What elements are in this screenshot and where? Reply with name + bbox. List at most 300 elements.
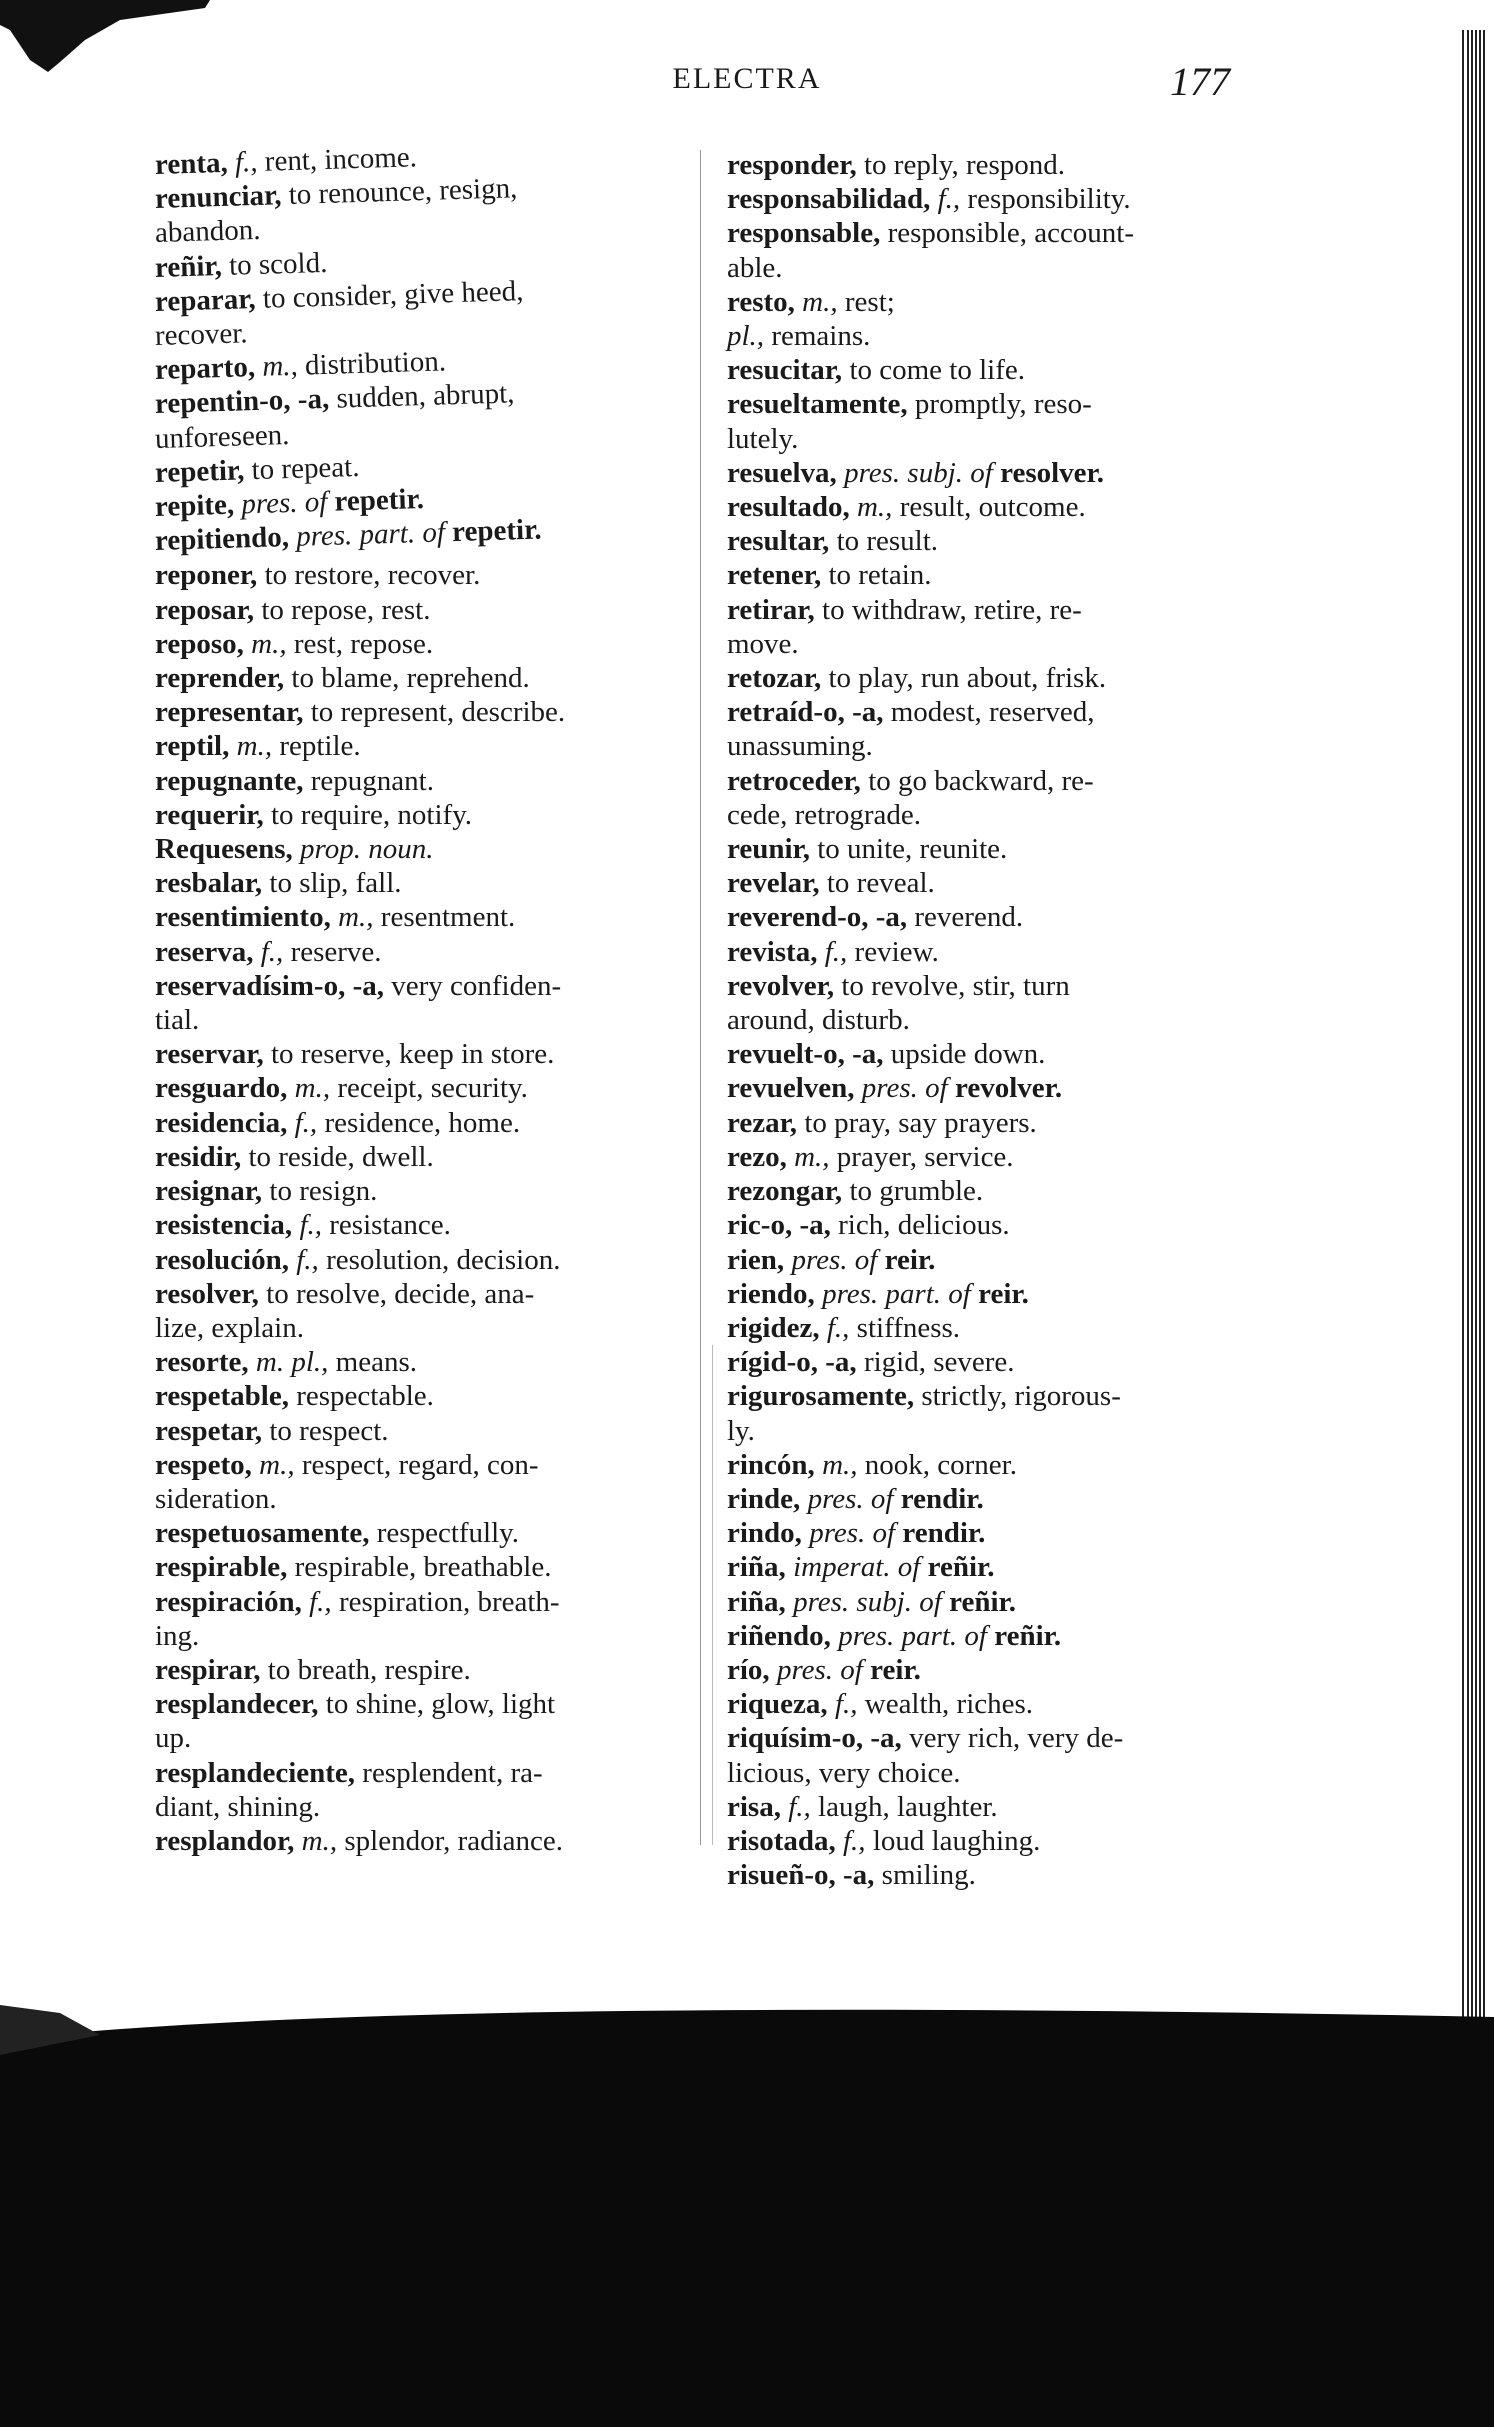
- glossary-entry: [155, 969, 675, 1003]
- glossary-entry: [155, 1756, 675, 1790]
- grammar-label: m.,: [856, 491, 893, 524]
- headword: reserva,: [155, 935, 254, 968]
- grammar-label: pres. of: [807, 1482, 894, 1515]
- glossary-entry: [155, 798, 675, 832]
- glossary-entry: [155, 1106, 675, 1140]
- glossary-entry: [155, 1721, 675, 1755]
- headword: repitiendo,: [154, 521, 290, 558]
- definition: loud laughing.: [872, 1824, 1041, 1857]
- definition: to reside, dwell.: [248, 1140, 434, 1173]
- headword: rincón,: [727, 1448, 815, 1481]
- glossary-entry: [727, 422, 1257, 456]
- headword: rezo,: [727, 1140, 787, 1173]
- definition: respirable, breathable.: [294, 1551, 552, 1584]
- headword: revista,: [727, 935, 818, 968]
- headword: rindo,: [727, 1517, 802, 1550]
- headword: rigidez,: [727, 1311, 820, 1344]
- headword: reponer,: [155, 559, 258, 592]
- cross-reference: reir.: [870, 1653, 921, 1686]
- glossary-entry: [727, 1311, 1257, 1345]
- glossary-entry: [155, 866, 675, 900]
- glossary-entry: [727, 969, 1257, 1003]
- definition: unforeseen.: [154, 418, 290, 455]
- definition: to resign.: [269, 1175, 378, 1208]
- headword: río,: [727, 1653, 770, 1686]
- headword: renta,: [154, 146, 229, 181]
- definition: remains.: [771, 320, 871, 353]
- headword: resistencia,: [155, 1209, 293, 1242]
- definition: to breath, respire.: [267, 1653, 471, 1686]
- grammar-label: m.,: [822, 1448, 858, 1481]
- running-head: ELECTRA: [672, 62, 822, 95]
- grammar-label: f.,: [260, 935, 284, 968]
- glossary-entry: [727, 1277, 1257, 1311]
- glossary-entry: [155, 1687, 675, 1721]
- glossary-entry: [155, 1345, 675, 1379]
- headword: resbalar,: [155, 867, 263, 900]
- glossary-entry: [727, 1243, 1257, 1277]
- headword: resuelva,: [727, 456, 837, 489]
- headword: reverend-o, -a,: [727, 901, 908, 934]
- grammar-label: f.,: [788, 1790, 811, 1823]
- headword: resucitar,: [727, 354, 843, 387]
- definition: sideration.: [155, 1482, 277, 1515]
- definition: sudden, abrupt,: [335, 377, 515, 416]
- grammar-label: f.,: [937, 183, 961, 216]
- glossary-entry: [727, 661, 1257, 695]
- headword: risotada,: [727, 1824, 836, 1857]
- grammar-label: pres. subj. of: [793, 1585, 942, 1618]
- headword: rezongar,: [727, 1175, 843, 1208]
- definition: to revolve, stir, turn: [841, 969, 1070, 1002]
- definition: to grumble.: [849, 1175, 984, 1208]
- headword: reunir,: [727, 833, 810, 866]
- definition: to respect.: [269, 1414, 389, 1447]
- glossary-entry: [727, 695, 1257, 729]
- headword: residencia,: [155, 1106, 288, 1139]
- definition: to result.: [836, 525, 939, 558]
- cross-reference: repetir.: [334, 483, 425, 518]
- glossary-entry: [155, 729, 675, 763]
- grammar-label: pres. of: [791, 1243, 878, 1276]
- glossary-entry: [727, 558, 1257, 592]
- glossary-entry: [727, 1208, 1257, 1242]
- definition: to restore, recover.: [264, 559, 481, 592]
- headword: repite,: [154, 488, 235, 524]
- headword: rinde,: [727, 1482, 801, 1515]
- grammar-label: m.,: [338, 901, 374, 934]
- headword: resplandeciente,: [155, 1756, 356, 1789]
- headword: resplandor,: [155, 1824, 295, 1857]
- definition: to repeat.: [251, 450, 360, 486]
- grammar-label: f.,: [294, 1106, 318, 1139]
- glossary-entry: [727, 1790, 1257, 1824]
- glossary-entry: [155, 900, 675, 934]
- headword: Requesens,: [155, 833, 293, 866]
- definition: around, disturb.: [727, 1004, 910, 1037]
- definition: tial.: [155, 1004, 200, 1037]
- headword: renunciar,: [154, 179, 282, 216]
- headword: reñir,: [154, 249, 223, 284]
- glossary-entry: [155, 1516, 675, 1550]
- definition: to shine, glow, light: [325, 1688, 556, 1721]
- definition: upside down.: [890, 1038, 1046, 1071]
- definition: to retain.: [828, 559, 932, 592]
- headword: retirar,: [727, 593, 815, 626]
- headword: resorte,: [155, 1346, 249, 1379]
- headword: riqueza,: [727, 1688, 828, 1721]
- glossary-entry: [727, 1824, 1257, 1858]
- glossary-entry: [727, 1037, 1257, 1071]
- definition: diant, shining.: [155, 1790, 321, 1823]
- definition: rent, income.: [264, 141, 418, 178]
- definition: to pray, say prayers.: [804, 1106, 1037, 1139]
- definition: to withdraw, retire, re-: [822, 593, 1082, 626]
- glossary-entry: [727, 1619, 1257, 1653]
- glossary-entry: [727, 798, 1257, 832]
- page-edge-lines: [1462, 30, 1488, 2030]
- glossary-entry: [155, 1824, 675, 1858]
- grammar-label: pres. part. of: [822, 1277, 971, 1310]
- headword: reservadísim-o, -a,: [155, 969, 384, 1002]
- glossary-entry: [155, 1311, 675, 1345]
- definition: smiling.: [881, 1859, 976, 1892]
- definition: rest, repose.: [293, 627, 434, 660]
- definition: to come to life.: [849, 354, 1025, 387]
- cross-reference: repetir.: [451, 513, 542, 549]
- definition: rest;: [844, 285, 895, 318]
- glossary-entry: [155, 1243, 675, 1277]
- headword: responsabilidad,: [727, 183, 931, 216]
- definition: ing.: [155, 1619, 200, 1652]
- grammar-label: m. pl.,: [255, 1346, 329, 1379]
- glossary-entry: [155, 1174, 675, 1208]
- glossary-entry: [155, 1277, 675, 1311]
- glossary-entry: [727, 490, 1257, 524]
- definition: respectfully.: [376, 1517, 520, 1550]
- grammar-label: pres. part. of: [838, 1619, 987, 1652]
- headword: respetar,: [155, 1414, 263, 1447]
- grammar-label: m.,: [301, 1824, 338, 1857]
- glossary-entry: [155, 1482, 675, 1516]
- glossary-entry: [155, 1619, 675, 1653]
- headword: risa,: [727, 1790, 781, 1823]
- headword: respetable,: [155, 1380, 289, 1413]
- glossary-left-column: [154, 141, 675, 1858]
- definition: very rich, very de-: [909, 1722, 1124, 1755]
- glossary-entry: [727, 1653, 1257, 1687]
- glossary-entry: [155, 1448, 675, 1482]
- glossary-entry: [727, 1756, 1257, 1790]
- definition: resentment.: [380, 901, 516, 934]
- headword: respirar,: [155, 1653, 261, 1686]
- glossary-entry: [727, 729, 1257, 763]
- glossary-entry: [155, 764, 675, 798]
- glossary-entry: [727, 1345, 1257, 1379]
- definition: cede, retrograde.: [727, 798, 922, 831]
- headword: resplandecer,: [155, 1688, 319, 1721]
- grammar-label: m.,: [259, 1448, 295, 1481]
- glossary-entry: [727, 1174, 1257, 1208]
- grammar-label: f.,: [826, 1311, 850, 1344]
- headword: respirable,: [155, 1551, 288, 1584]
- cross-reference: reñir.: [994, 1619, 1062, 1652]
- glossary-entry: [727, 1448, 1257, 1482]
- glossary-entry: [155, 1790, 675, 1824]
- glossary-entry: [155, 1550, 675, 1584]
- cross-reference: reñir.: [949, 1585, 1016, 1618]
- headword: responder,: [727, 149, 857, 181]
- headword: risueñ-o, -a,: [727, 1859, 875, 1892]
- grammar-label: f.,: [299, 1209, 322, 1242]
- glossary-entry: [727, 593, 1257, 627]
- headword: respeto,: [155, 1448, 252, 1481]
- headword: residir,: [155, 1140, 242, 1173]
- definition: resplendent, ra-: [362, 1756, 543, 1789]
- headword: reposo,: [155, 627, 244, 660]
- definition: rich, delicious.: [838, 1209, 1010, 1242]
- cross-reference: reir.: [884, 1243, 936, 1276]
- definition: to play, run about, frisk.: [828, 662, 1107, 695]
- definition: strictly, rigorous-: [921, 1380, 1121, 1413]
- grammar-label: m.,: [236, 730, 273, 763]
- definition: ly.: [727, 1414, 755, 1447]
- headword: revuelt-o, -a,: [727, 1038, 884, 1071]
- glossary-entry: [727, 1550, 1257, 1584]
- headword: respiración,: [155, 1585, 302, 1618]
- glossary-entry: [727, 1858, 1257, 1892]
- glossary-entry: [727, 627, 1257, 661]
- grammar-label: m.,: [261, 349, 299, 384]
- definition: prayer, service.: [836, 1140, 1014, 1173]
- definition: result, outcome.: [899, 491, 1086, 524]
- headword: reposar,: [155, 593, 255, 626]
- cross-reference: rendir.: [900, 1482, 984, 1515]
- definition: able.: [727, 251, 783, 284]
- definition: resistance.: [329, 1209, 451, 1242]
- glossary-entry: [727, 900, 1257, 934]
- glossary-right-column: [727, 148, 1257, 1892]
- glossary-entry: [155, 558, 675, 592]
- definition: lutely.: [727, 422, 799, 455]
- headword: retroceder,: [727, 764, 861, 797]
- grammar-label: f.,: [843, 1824, 866, 1857]
- page-number: 177: [1170, 59, 1230, 104]
- cross-reference: revolver.: [954, 1072, 1063, 1105]
- glossary-entry: [155, 1414, 675, 1448]
- definition: respectable.: [296, 1380, 434, 1413]
- definition: up.: [155, 1722, 192, 1755]
- headword: requerir,: [155, 798, 264, 831]
- headword: reparar,: [154, 282, 257, 318]
- definition: lize, explain.: [155, 1311, 304, 1344]
- definition: respect, regard, con-: [301, 1448, 539, 1481]
- definition: responsibility.: [967, 183, 1131, 216]
- definition: to require, notify.: [271, 798, 473, 831]
- headword: resueltamente,: [727, 388, 908, 421]
- grammar-label: m.,: [802, 285, 838, 318]
- headword: reparto,: [154, 351, 256, 387]
- definition: splendor, radiance.: [344, 1824, 564, 1857]
- headword: reservar,: [155, 1038, 264, 1071]
- cross-reference: resolver.: [1000, 456, 1104, 489]
- grammar-label: pres. subj. of: [844, 456, 993, 489]
- glossary-entry: [727, 1071, 1257, 1105]
- definition: residence, home.: [324, 1106, 521, 1139]
- headword: riendo,: [727, 1277, 815, 1310]
- definition: rigid, severe.: [863, 1346, 1015, 1379]
- glossary-entry: [727, 1414, 1257, 1448]
- glossary-entry: [727, 285, 1257, 319]
- glossary-entry: [155, 1003, 675, 1037]
- grammar-label: f.,: [234, 145, 259, 179]
- definition: nook, corner.: [864, 1448, 1017, 1481]
- definition: laugh, laughter.: [818, 1790, 998, 1823]
- definition: resolution, decision.: [326, 1243, 561, 1276]
- headword: riña,: [727, 1585, 786, 1618]
- grammar-label: m.,: [294, 1072, 331, 1105]
- glossary-entry: [155, 1208, 675, 1242]
- grammar-label: pl.,: [727, 320, 765, 353]
- definition: distribution.: [304, 345, 447, 382]
- definition: promptly, reso-: [914, 388, 1092, 421]
- definition: to blame, reprehend.: [291, 662, 530, 695]
- headword: retozar,: [727, 662, 822, 695]
- definition: repugnant.: [310, 764, 434, 797]
- glossary-entry: [155, 661, 675, 695]
- grammar-label: pres. part. of: [295, 516, 446, 554]
- glossary-entry: [155, 1379, 675, 1413]
- glossary-entry: [155, 695, 675, 729]
- definition: recover.: [154, 317, 249, 353]
- headword: resguardo,: [155, 1072, 288, 1105]
- glossary-entry: [155, 1071, 675, 1105]
- definition: to reveal.: [826, 867, 935, 900]
- headword: reprender,: [155, 662, 285, 695]
- definition: to represent, describe.: [310, 696, 566, 729]
- headword: revolver,: [727, 969, 835, 1002]
- glossary-entry: [727, 456, 1257, 490]
- column-divider: [712, 1345, 713, 1845]
- glossary-entry: [727, 182, 1257, 216]
- headword: revelar,: [727, 867, 820, 900]
- headword: retener,: [727, 559, 822, 592]
- glossary-entry: [155, 593, 675, 627]
- grammar-label: f.,: [834, 1688, 858, 1721]
- headword: rigurosamente,: [727, 1380, 915, 1413]
- definition: to renounce, resign,: [288, 172, 518, 212]
- definition: unassuming.: [727, 730, 873, 763]
- headword: rien,: [727, 1243, 785, 1276]
- glossary-entry: [727, 1482, 1257, 1516]
- glossary-entry: [155, 1653, 675, 1687]
- glossary-entry: [727, 832, 1257, 866]
- headword: repetir,: [154, 454, 245, 489]
- definition: to reserve, keep in store.: [270, 1038, 555, 1071]
- glossary-entry: [155, 1585, 675, 1619]
- glossary-entry: [155, 1140, 675, 1174]
- grammar-label: pres. of: [861, 1072, 948, 1105]
- grammar-label: m.,: [251, 627, 287, 660]
- definition: reserve.: [290, 935, 382, 968]
- headword: riquísim-o, -a,: [727, 1722, 902, 1755]
- definition: to unite, reunite.: [817, 833, 1008, 866]
- definition: means.: [335, 1346, 417, 1379]
- headword: revuelven,: [727, 1072, 855, 1105]
- definition: move.: [727, 627, 799, 660]
- glossary-entry: [727, 1516, 1257, 1550]
- cross-reference: reir.: [978, 1277, 1029, 1310]
- glossary-entry: [727, 319, 1257, 353]
- glossary-entry: [727, 1585, 1257, 1619]
- definition: to reply, respond.: [863, 149, 1066, 181]
- glossary-entry: [727, 764, 1257, 798]
- definition: to scold.: [228, 246, 328, 282]
- definition: reptile.: [279, 730, 361, 763]
- headword: resignar,: [155, 1175, 263, 1208]
- headword: reptil,: [155, 730, 230, 763]
- grammar-label: prop. noun.: [300, 833, 434, 866]
- grammar-label: imperat. of: [793, 1551, 921, 1584]
- glossary-entry: [727, 1687, 1257, 1721]
- headword: riñendo,: [727, 1619, 831, 1652]
- glossary-entry: [727, 524, 1257, 558]
- definition: abandon.: [154, 214, 261, 250]
- definition: review.: [854, 935, 939, 968]
- headword: resto,: [727, 285, 795, 318]
- glossary-entry: [727, 251, 1257, 285]
- headword: resultar,: [727, 525, 830, 558]
- glossary-entry: [727, 148, 1257, 182]
- headword: retraíd-o, -a,: [727, 696, 884, 729]
- definition: to repose, rest.: [261, 593, 431, 626]
- scan-bottom-shadow: [0, 1965, 1494, 2427]
- headword: rezar,: [727, 1106, 798, 1139]
- definition: to resolve, decide, ana-: [266, 1277, 535, 1310]
- headword: ric-o, -a,: [727, 1209, 831, 1242]
- cross-reference: reñir.: [927, 1551, 995, 1584]
- grammar-label: m.,: [794, 1140, 830, 1173]
- glossary-entry: [727, 1721, 1257, 1755]
- headword: respetuosamente,: [155, 1517, 370, 1550]
- headword: riña,: [727, 1551, 786, 1584]
- definition: respiration, breath-: [338, 1585, 560, 1618]
- glossary-entry: [727, 216, 1257, 250]
- definition: to consider, give heed,: [262, 274, 524, 315]
- grammar-label: pres. of: [809, 1517, 896, 1550]
- definition: licious, very choice.: [727, 1756, 961, 1789]
- glossary-entry: [155, 935, 675, 969]
- glossary-entry: [727, 1106, 1257, 1140]
- definition: reverend.: [914, 901, 1024, 934]
- glossary-entry: [727, 353, 1257, 387]
- headword: resentimiento,: [155, 901, 331, 934]
- definition: to go backward, re-: [868, 764, 1094, 797]
- headword: resultado,: [727, 491, 850, 524]
- definition: stiffness.: [856, 1311, 961, 1344]
- definition: very confiden-: [391, 969, 562, 1002]
- headword: rígid-o, -a,: [727, 1346, 857, 1379]
- grammar-label: pres. of: [240, 485, 328, 521]
- cross-reference: rendir.: [902, 1517, 986, 1550]
- definition: to slip, fall.: [269, 867, 402, 900]
- glossary-entry: [727, 866, 1257, 900]
- definition: receipt, security.: [337, 1072, 528, 1105]
- glossary-entry: [155, 832, 675, 866]
- glossary-entry: [727, 1003, 1257, 1037]
- headword: resolver,: [155, 1277, 259, 1310]
- glossary-entry: [155, 627, 675, 661]
